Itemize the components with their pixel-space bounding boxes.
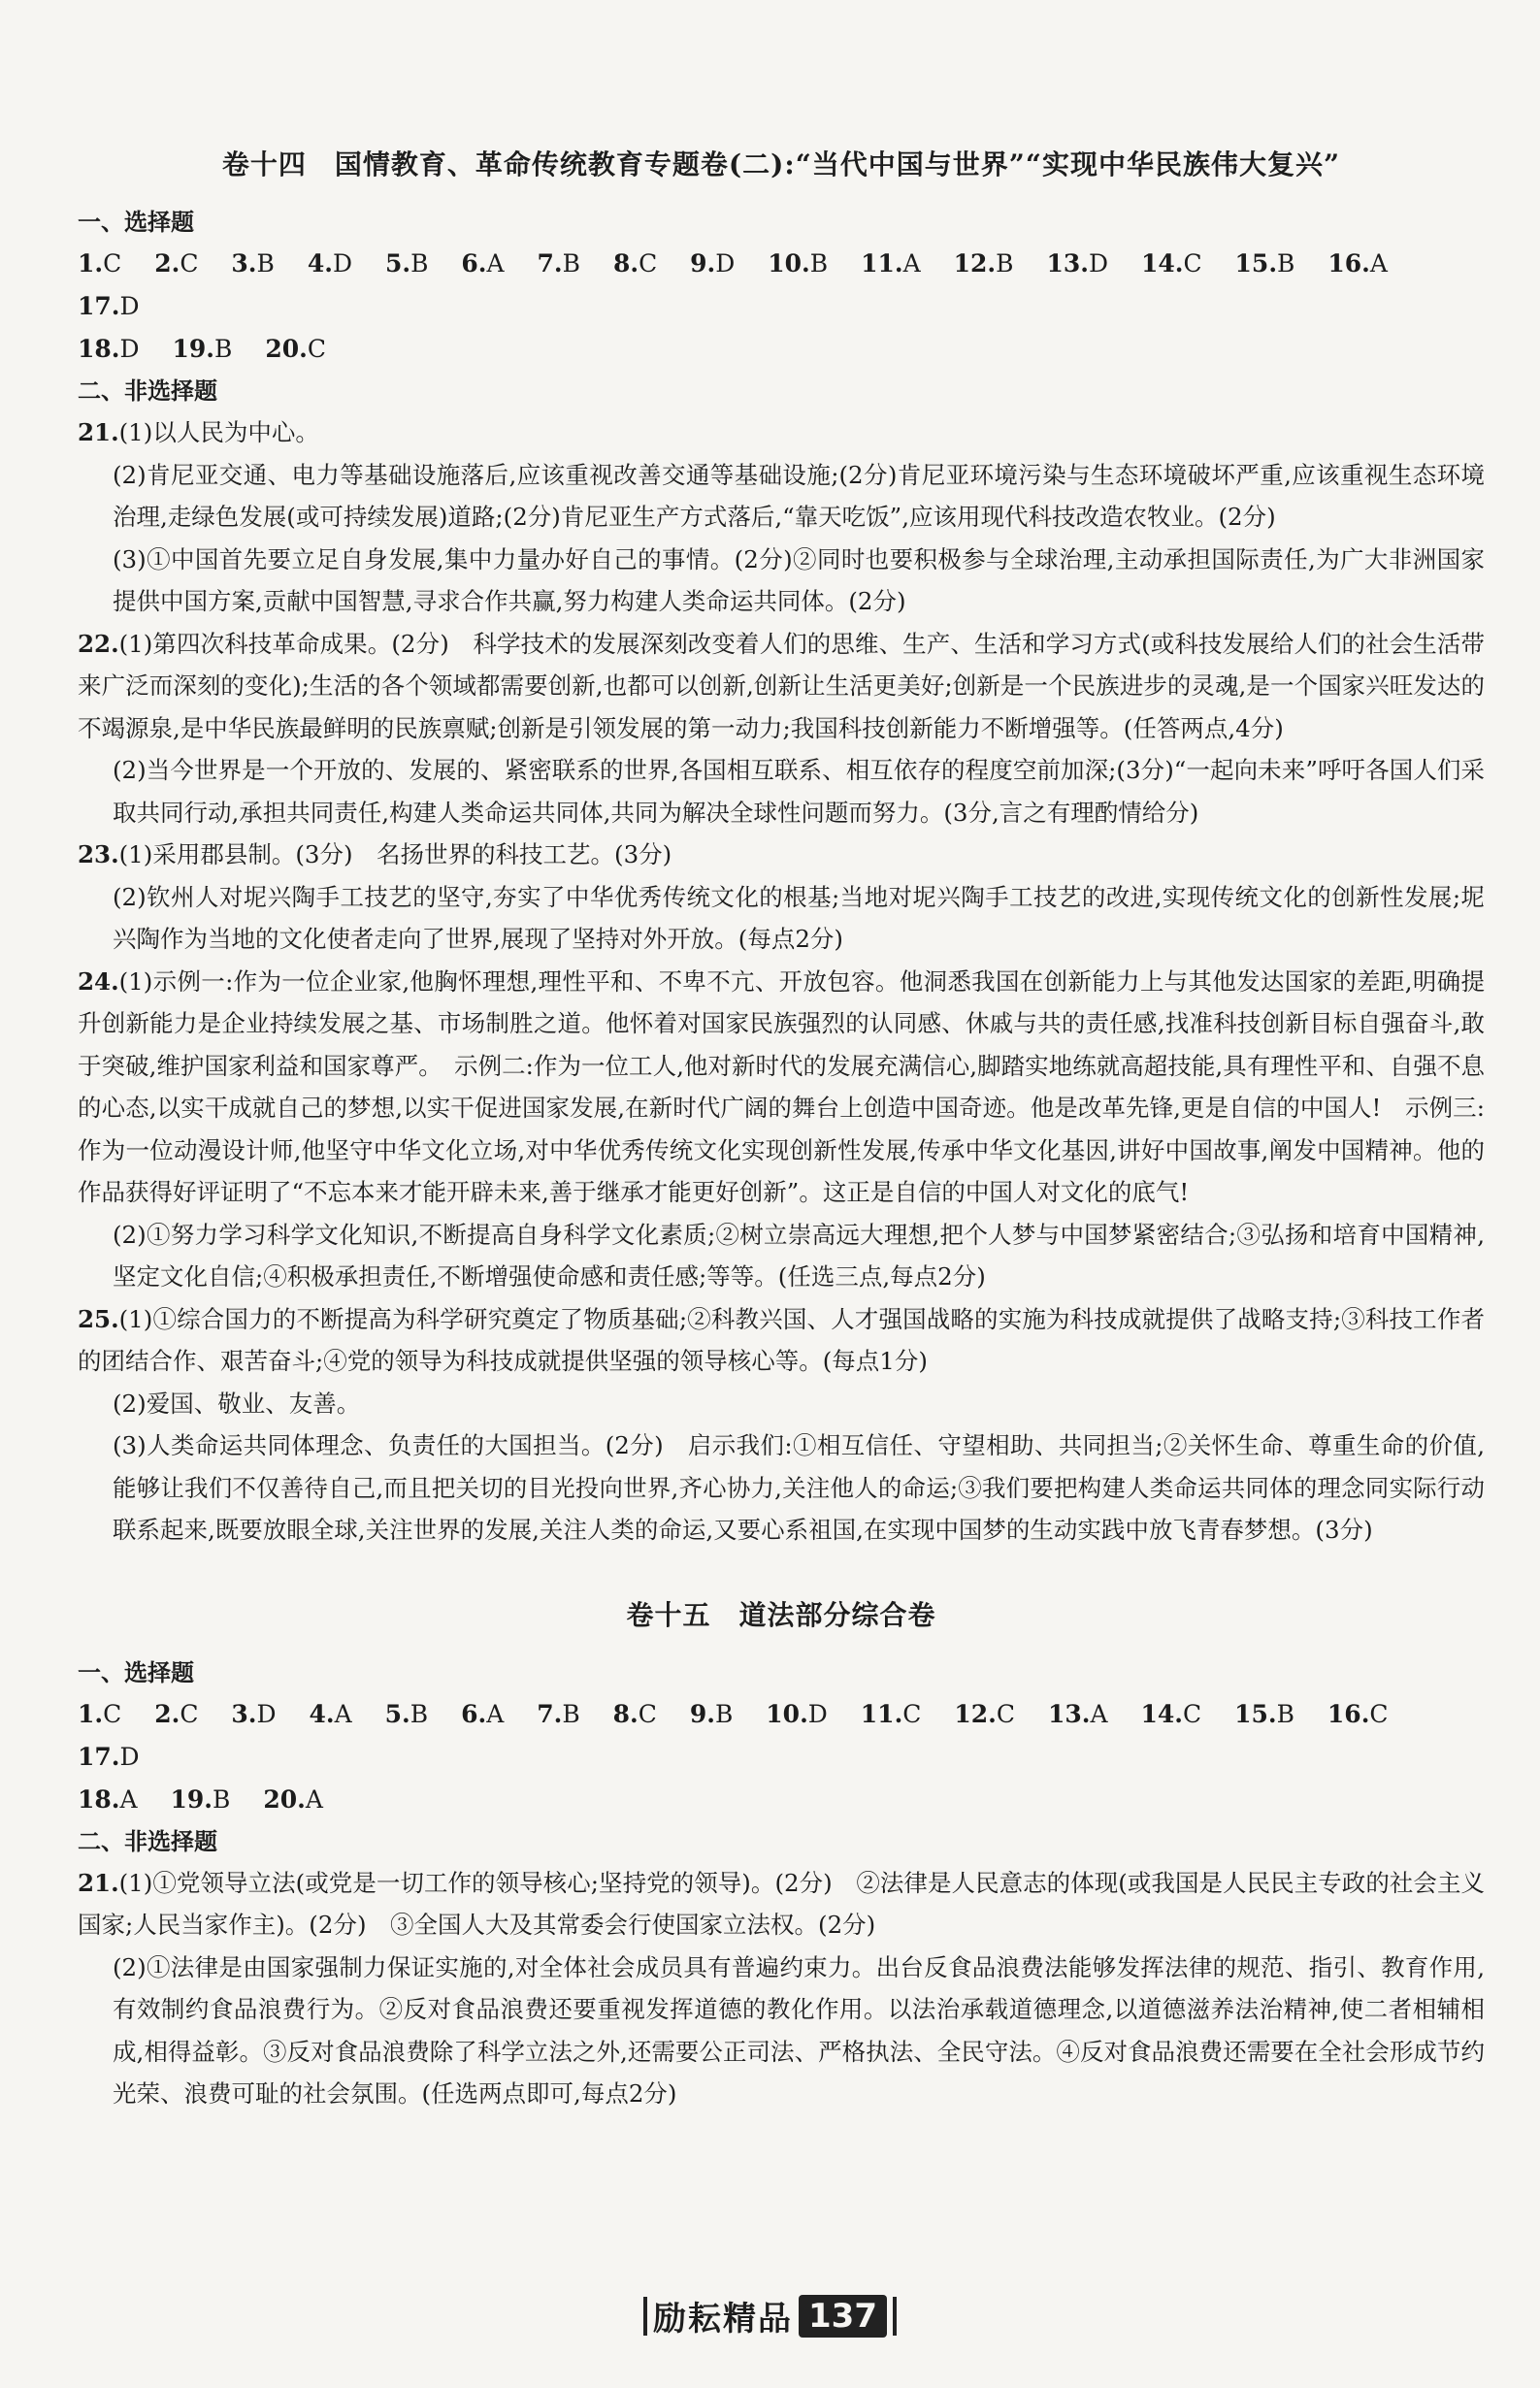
mc-answer: 14.C xyxy=(1140,249,1202,278)
mc-answer: 15.B xyxy=(1234,249,1295,278)
question-number: 21. xyxy=(78,1868,119,1897)
question-number: 23. xyxy=(78,840,119,868)
mc-answer: 4.D xyxy=(307,249,352,278)
mc-answer: 18.A xyxy=(78,1784,138,1814)
mc-answer: 1.C xyxy=(78,249,122,278)
answer-text: (2)①努力学习科学文化知识,不断提高自身科学文化素质;②树立崇高远大理想,把个人梦与中国梦紧密结合;③弘扬和培育中国精神,坚定文化自信;④积极承担责任,不断增强使命感和责任感;等等。(任选三点,每点2分) xyxy=(113,1220,1485,1291)
section-15-mc-heading: 一、选择题 xyxy=(78,1657,194,1686)
mc-answer: 20.A xyxy=(263,1784,323,1814)
mc-answer: 3.B xyxy=(231,249,275,278)
answer-text: (1)①党领导立法(或党是一切工作的领导核心;坚持党的领导)。(2分) ②法律是人民意志的体现(或我国是人民民主专政的社会主义国家;人民当家作主)。(2分) ③全国人大及其常委会行使国家立法权。(2分) xyxy=(78,1868,1485,1939)
mc-answer: 17.D xyxy=(78,292,140,320)
answer-text: (1)第四次科技革命成果。(2分) 科学技术的发展深刻改变着人们的思维、生产、生活和学习方式(或科技发展给人们的社会生活带来广泛而深刻的变化);生活的各个领域都需要创新,也都可以创新,创新让生活更美好;创新是一个民族进步的灵魂,是一个国家兴旺发达的不竭源泉,是中华民族最鲜明的民族禀赋;创新是引领发展的第一动力;我国科技创新能力不断增强等。(任答两点,4分) xyxy=(78,629,1485,742)
mc-answer: 13.A xyxy=(1047,1699,1108,1728)
mc-answer: 9.B xyxy=(689,1699,734,1728)
mc-answer: 8.C xyxy=(612,1699,657,1728)
page-footer xyxy=(0,2292,1540,2339)
mc-answer: 15.B xyxy=(1234,1699,1294,1728)
section-15-mc-answers xyxy=(78,1693,1485,1821)
mc-answer: 5.B xyxy=(384,249,429,278)
answer-text: (2)钦州人对坭兴陶手工技艺的坚守,夯实了中华优秀传统文化的根基;当地对坭兴陶手工技艺的改进,实现传统文化的创新性发展;坭兴陶作为当地的文化使者走向了世界,展现了坚持对外开放。(每点2分) xyxy=(113,882,1485,953)
answer-text: (2)肯尼亚交通、电力等基础设施落后,应该重视改善交通等基础设施;(2分)肯尼亚环境污染与生态环境破坏严重,应该重视生态环境治理,走绿色发展(或可持续发展)道路;(2分)肯尼亚生产方式落后,“靠天吃饭”,应该用现代科技改造农牧业。(2分) xyxy=(113,460,1485,531)
answer-text: (3)①中国首先要立足自身发展,集中力量办好自己的事情。(2分)②同时也要积极参与全球治理,主动承担国际责任,为广大非洲国家提供中国方案,贡献中国智慧,寻求合作共赢,努力构建人类命运共同体。(2分) xyxy=(113,544,1485,615)
mc-answer: 6.A xyxy=(461,1699,505,1728)
question-number: 22. xyxy=(78,629,119,658)
mc-answer: 12.C xyxy=(954,1699,1016,1728)
answer-text: (1)①综合国力的不断提高为科学研究奠定了物质基础;②科教兴国、人才强国战略的实施为科技成就提供了战略支持;③科技工作者的团结合作、艰苦奋斗;④党的领导为科技成就提供坚强的领导核心等。(每点1分) xyxy=(78,1304,1485,1375)
s14-question-22 xyxy=(78,623,1485,834)
mc-answer: 17.D xyxy=(78,1742,140,1771)
mc-answer: 18.D xyxy=(78,335,140,363)
brand-name: 励耘精品 xyxy=(653,2300,793,2339)
answer-text: (2)爱国、敬业、友善。 xyxy=(113,1389,361,1418)
mc-answer: 8.C xyxy=(612,249,658,278)
mc-answer: 19.B xyxy=(170,1784,231,1814)
answer-text: (1)示例一:作为一位企业家,他胸怀理想,理性平和、不卑不亢、开放包容。他洞悉我国在创新能力上与其他发达国家的差距,明确提升创新能力是企业持续发展之基、市场制胜之道。他怀着对国家民族强烈的认同感、休戚与共的责任感,找准科技创新目标自强奋斗,敢于突破,维护国家利益和国家尊严。 示例二:作为一位工人,他对新时代的发展充满信心,脚踏实地练就高超技能,具有理性平和、自强不息的心态,以实干成就自己的梦想,以实干促进国家发展,在新时代广阔的舞台上创造中国奇迹。他是改革先锋,更是自信的中国人! 示例三:作为一位动漫设计师,他坚守中华文化立场,对中华优秀传统文化实现创新性发展,传承中华文化基因,讲好中国故事,阐发中国精神。他的作品获得好评证明了“不忘本来才能开辟未来,善于继承才能更好创新”。这正是自信的中国人对文化的底气! xyxy=(78,966,1485,1206)
mc-answer: 5.B xyxy=(384,1699,429,1728)
mc-answer: 11.C xyxy=(860,1699,922,1728)
s15-question-21 xyxy=(78,1862,1485,2115)
answer-text: (1)采用郡县制。(3分) 名扬世界的科技工艺。(3分) xyxy=(118,840,672,868)
mc-answer: 16.A xyxy=(1327,249,1388,278)
question-number: 24. xyxy=(78,966,119,996)
mc-answer: 7.B xyxy=(537,249,580,278)
s14-question-25 xyxy=(78,1298,1485,1552)
answer-text: (2)当今世界是一个开放的、发展的、紧密联系的世界,各国相互联系、相互依存的程度空前加深;(3分)“一起向未来”呼吁各国人们采取共同行动,承担共同责任,构建人类命运共同体,共同为解决全球性问题而努力。(3分,言之有理酌情给分) xyxy=(113,756,1485,827)
mc-answer: 12.B xyxy=(953,249,1014,278)
answer-text: (3)人类命运共同体理念、负责任的大国担当。(2分) 启示我们:①相互信任、守望相助、共同担当;②关怀生命、尊重生命的价值,能够让我们不仅善待自己,而且把关切的目光投向世界,齐心协力,关注他人的命运;③我们要把构建人类命运共同体的理念同实际行动联系起来,既要放眼全球,关注世界的发展,关注人类的命运,又要心系祖国,在实现中国梦的生动实践中放飞青春梦想。(3分) xyxy=(113,1431,1485,1544)
divider xyxy=(893,2297,897,2336)
section-15-nonmc-heading: 二、非选择题 xyxy=(78,1826,217,1855)
mc-answer: 10.B xyxy=(768,249,829,278)
answer-text: (1)以人民为中心。 xyxy=(118,418,319,446)
section-14-mc-answers xyxy=(78,243,1485,371)
mc-answer: 10.D xyxy=(766,1699,828,1728)
mc-answer: 2.C xyxy=(154,249,199,278)
section-14-mc-heading: 一、选择题 xyxy=(78,208,194,236)
answer-text: (2)①法律是由国家强制力保证实施的,对全体社会成员具有普遍约束力。出台反食品浪费法能够发挥法律的规范、指引、教育作用,有效制约食品浪费行为。②反对食品浪费还要重视发挥道德的教化作用。以法治承载道德理念,以道德滋养法治精神,使二者相辅相成,相得益彰。③反对食品浪费除了科学立法之外,还需要公正司法、严格执法、全民守法。④反对食品浪费还需要在全社会形成节约光荣、浪费可耻的社会氛围。(任选两点即可,每点2分) xyxy=(113,1952,1485,2108)
section-14-nonmc-heading: 二、非选择题 xyxy=(78,376,217,405)
page-number: 137 xyxy=(799,2295,887,2338)
mc-answer: 16.C xyxy=(1327,1699,1389,1728)
s14-question-23 xyxy=(78,834,1485,961)
s14-question-24 xyxy=(78,961,1485,1298)
mc-answer: 6.A xyxy=(461,249,505,278)
question-number: 25. xyxy=(78,1304,119,1333)
mc-answer: 19.B xyxy=(172,335,233,363)
section-14-title: 卷十四 国情教育、革命传统教育专题卷(二):“当代中国与世界”“实现中华民族伟大复兴” xyxy=(221,148,1341,180)
mc-answer: 14.C xyxy=(1140,1699,1202,1728)
s14-question-21 xyxy=(78,411,1485,623)
section-15-title: 卷十五 道法部分综合卷 xyxy=(626,1598,936,1631)
mc-answer: 11.A xyxy=(861,249,921,278)
mc-answer: 9.D xyxy=(690,249,736,278)
mc-answer: 3.D xyxy=(231,1699,277,1728)
brand-logo xyxy=(643,2292,897,2339)
mc-answer: 7.B xyxy=(537,1699,580,1728)
divider xyxy=(643,2297,647,2336)
mc-answer: 1.C xyxy=(78,1699,122,1728)
mc-answer: 20.C xyxy=(265,335,326,363)
question-number: 21. xyxy=(78,418,119,446)
mc-answer: 2.C xyxy=(154,1699,199,1728)
answer-page xyxy=(78,146,1485,2115)
mc-answer: 13.D xyxy=(1046,249,1108,278)
mc-answer: 4.A xyxy=(309,1699,352,1728)
